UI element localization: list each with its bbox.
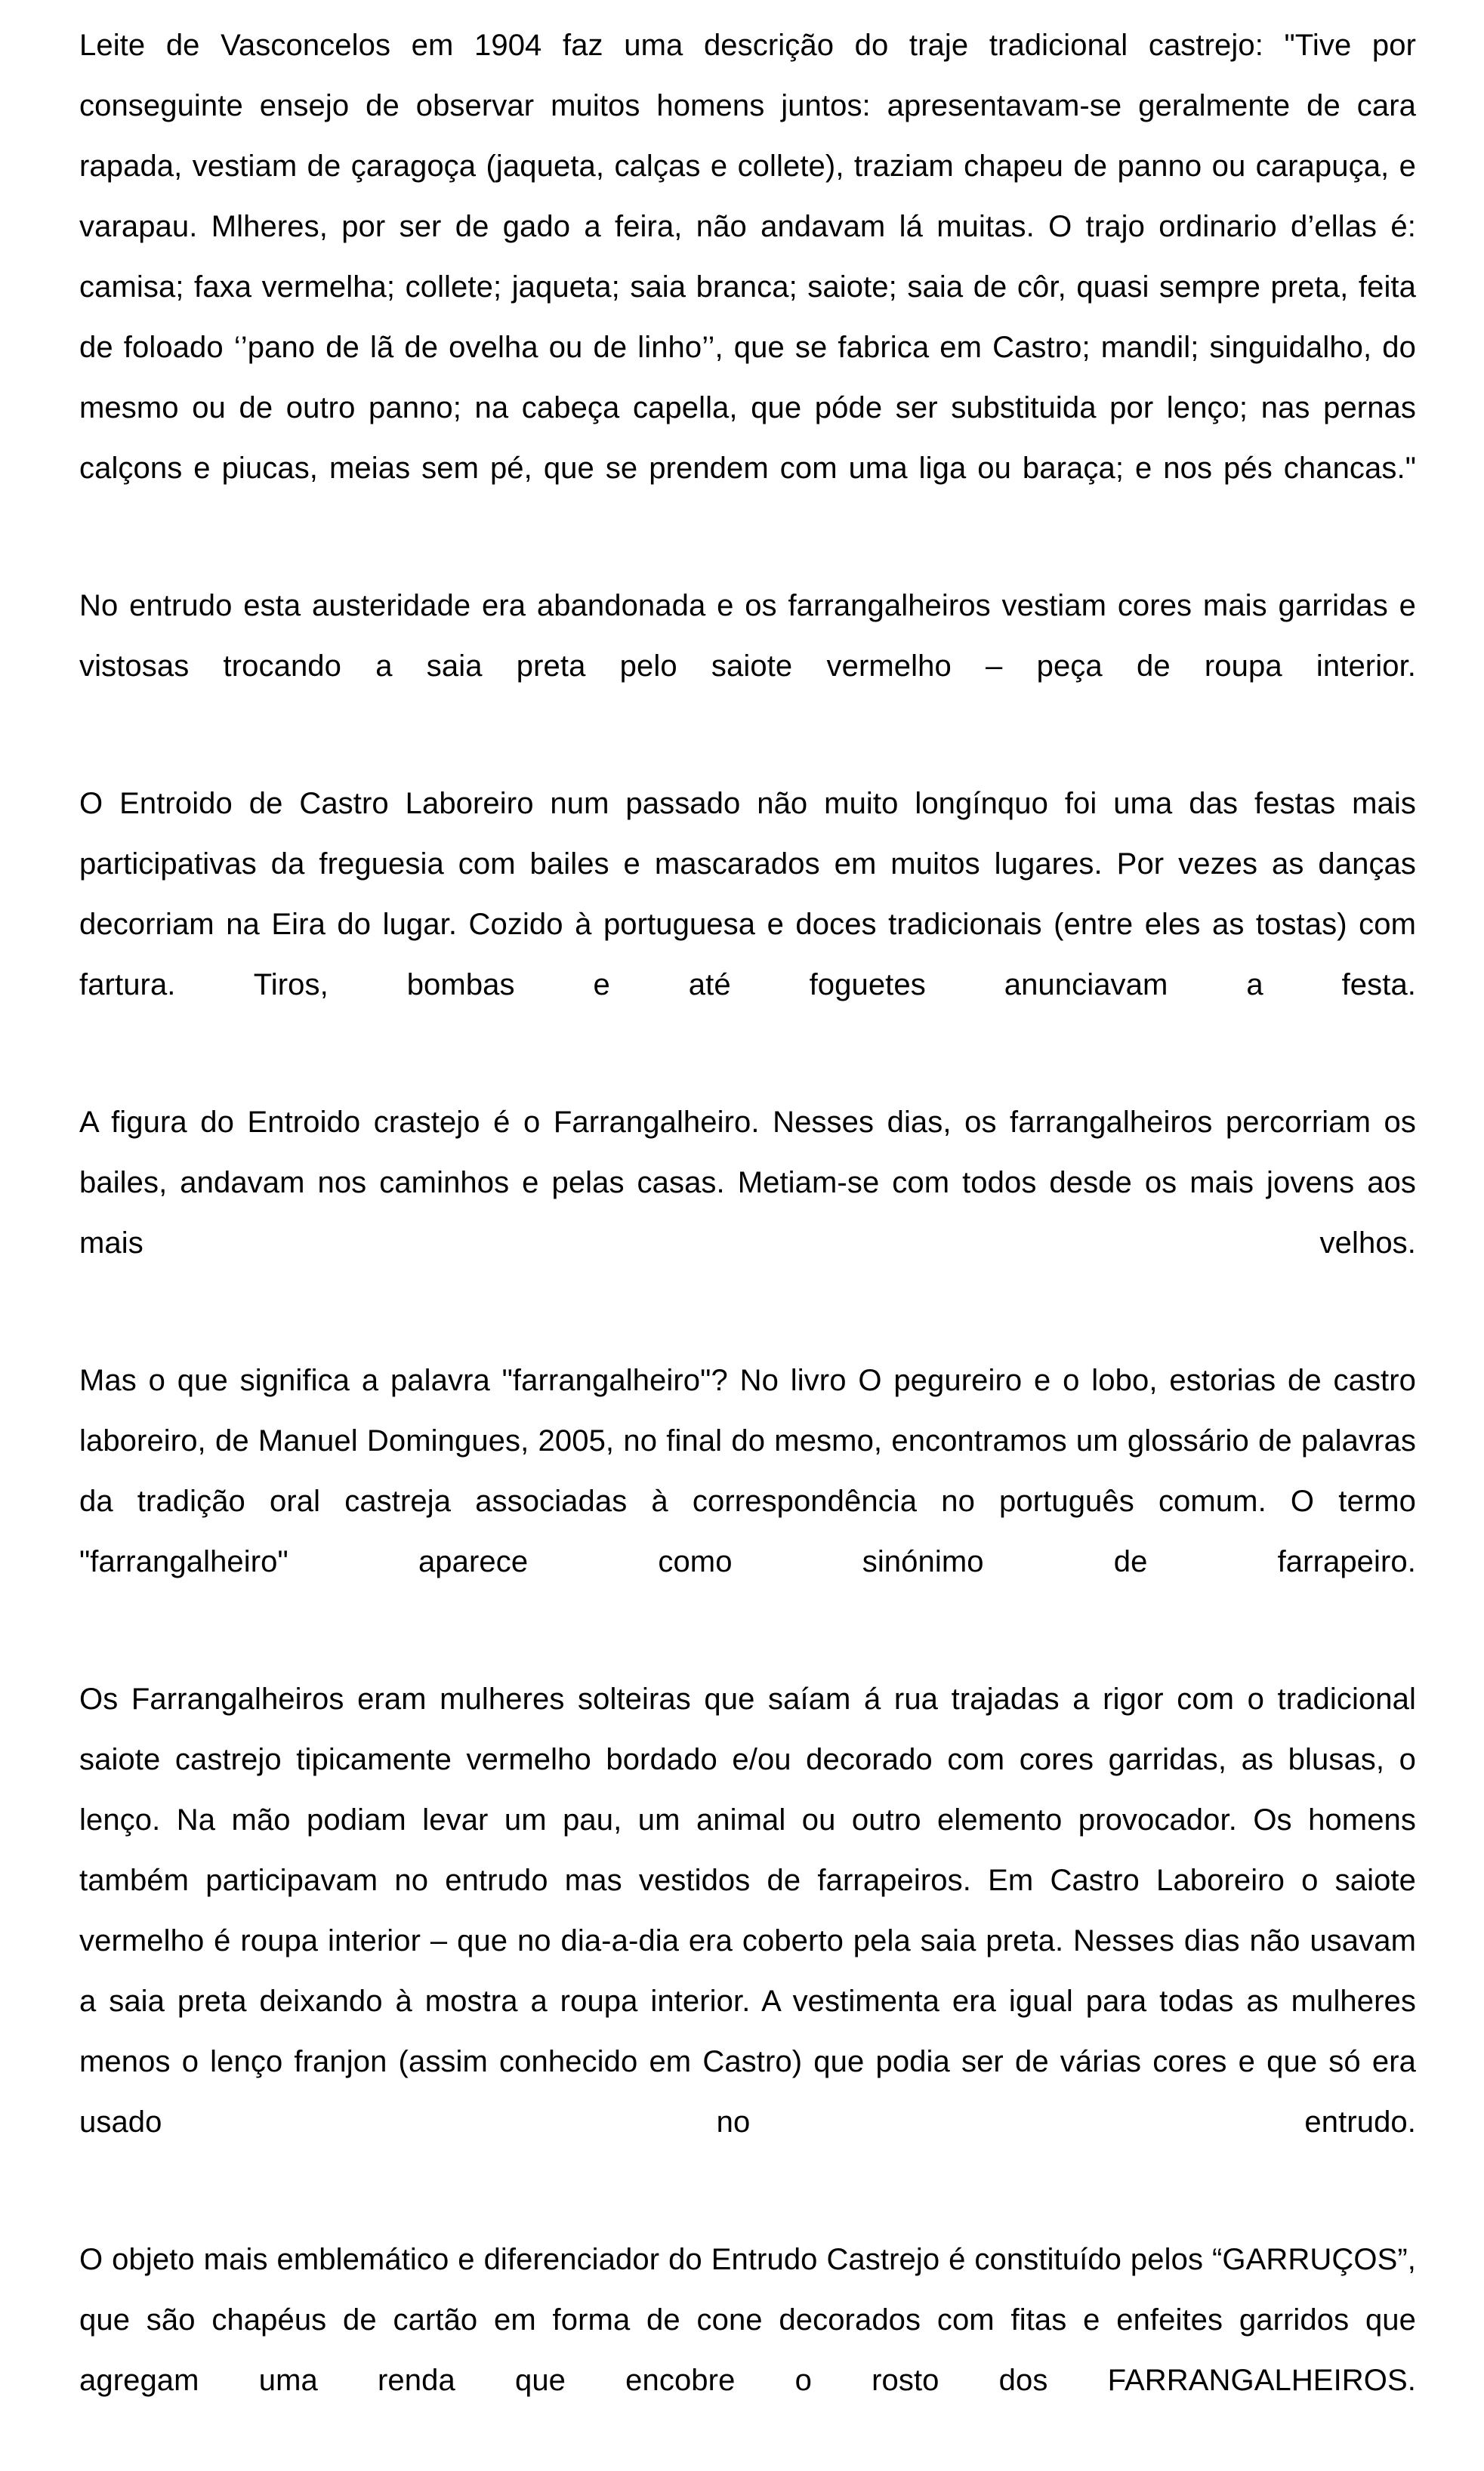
paragraph-6: Os Farrangalheiros eram mulheres solteiras que saíam á rua trajadas a rigor com o tradicional saiote castrejo tipicamente vermelho bordado e/ou decorado com cores garridas, as blusas, o lenço. Na mão podiam levar um pau, um animal ou outro elemento provocador. Os homens também participavam no entrudo mas vestidos de farrapeiros. Em Castro Laboreiro o saiote vermelho é roupa interior – que no dia-a-dia era coberto pela saia preta. Nesses dias não usavam a saia preta deixando à mostra a roupa interior. A vestimenta era igual para todas as mulheres menos o lenço franjon (assim conhecido em Castro) que podia ser de várias cores e que só era usado no entrudo. xyxy=(79,1683,1416,2139)
paragraph-5: Mas o que significa a palavra "farrangalheiro"? No livro O pegureiro e o lobo, estorias de castro laboreiro, de Manuel Domingues, 2005, no final do mesmo, encontramos um glossário de palavras da tradição oral castreja associadas à correspondência no português comum. O termo "farrangalheiro" aparece como sinónimo de farrapeiro. xyxy=(79,1364,1416,1578)
paragraph-4: A figura do Entroido crastejo é o Farrangalheiro. Nesses dias, os farrangalheiros percorriam os bailes, andavam nos caminhos e pelas casas. Metiam-se com todos desde os mais jovens aos mais velhos. xyxy=(79,1106,1416,1260)
paragraph-1: Leite de Vasconcelos em 1904 faz uma descrição do traje tradicional castrejo: "Tive por conseguinte ensejo de observar muitos homens juntos: apresentavam-se geralmente de cara rapada, vestiam de çaragoça (jaqueta, calças e collete), traziam chapeu de panno ou carapuça, e varapau. Mlheres, por ser de gado a feira, não andavam lá muitas. O trajo ordinario d’ellas é: camisa; faxa vermelha; collete; jaqueta; saia branca; saiote; saia de côr, quasi sempre preta, feita de foloado ‘’pano de lã de ovelha ou de linho’’, que se fabrica em Castro; mandil; singuidalho, do mesmo ou de outro panno; na cabeça capella, que póde ser substituida por lenço; nas pernas calçons e piucas, meias sem pé, que se prendem com uma liga ou baraça; e nos pés chancas." xyxy=(79,29,1416,485)
paragraph-7: O objeto mais emblemático e diferenciador do Entrudo Castrejo é constituído pelos “GARRUÇOS”, que são chapéus de cartão em forma de cone decorados com fitas e enfeites garridos que agregam uma renda que encobre o rosto dos FARRANGALHEIROS. xyxy=(79,2243,1416,2397)
paragraph-3: O Entroido de Castro Laboreiro num passado não muito longínquo foi uma das festas mais participativas da freguesia com bailes e mascarados em muitos lugares. Por vezes as danças decorriam na Eira do lugar. Cozido à portuguesa e doces tradicionais (entre eles as tostas) com fartura. Tiros, bombas e até foguetes anunciavam a festa. xyxy=(79,787,1416,1001)
document-body xyxy=(79,15,1416,2471)
paragraph-2: No entrudo esta austeridade era abandonada e os farrangalheiros vestiam cores mais garridas e vistosas trocando a saia preta pelo saiote vermelho – peça de roupa interior. xyxy=(79,589,1416,683)
